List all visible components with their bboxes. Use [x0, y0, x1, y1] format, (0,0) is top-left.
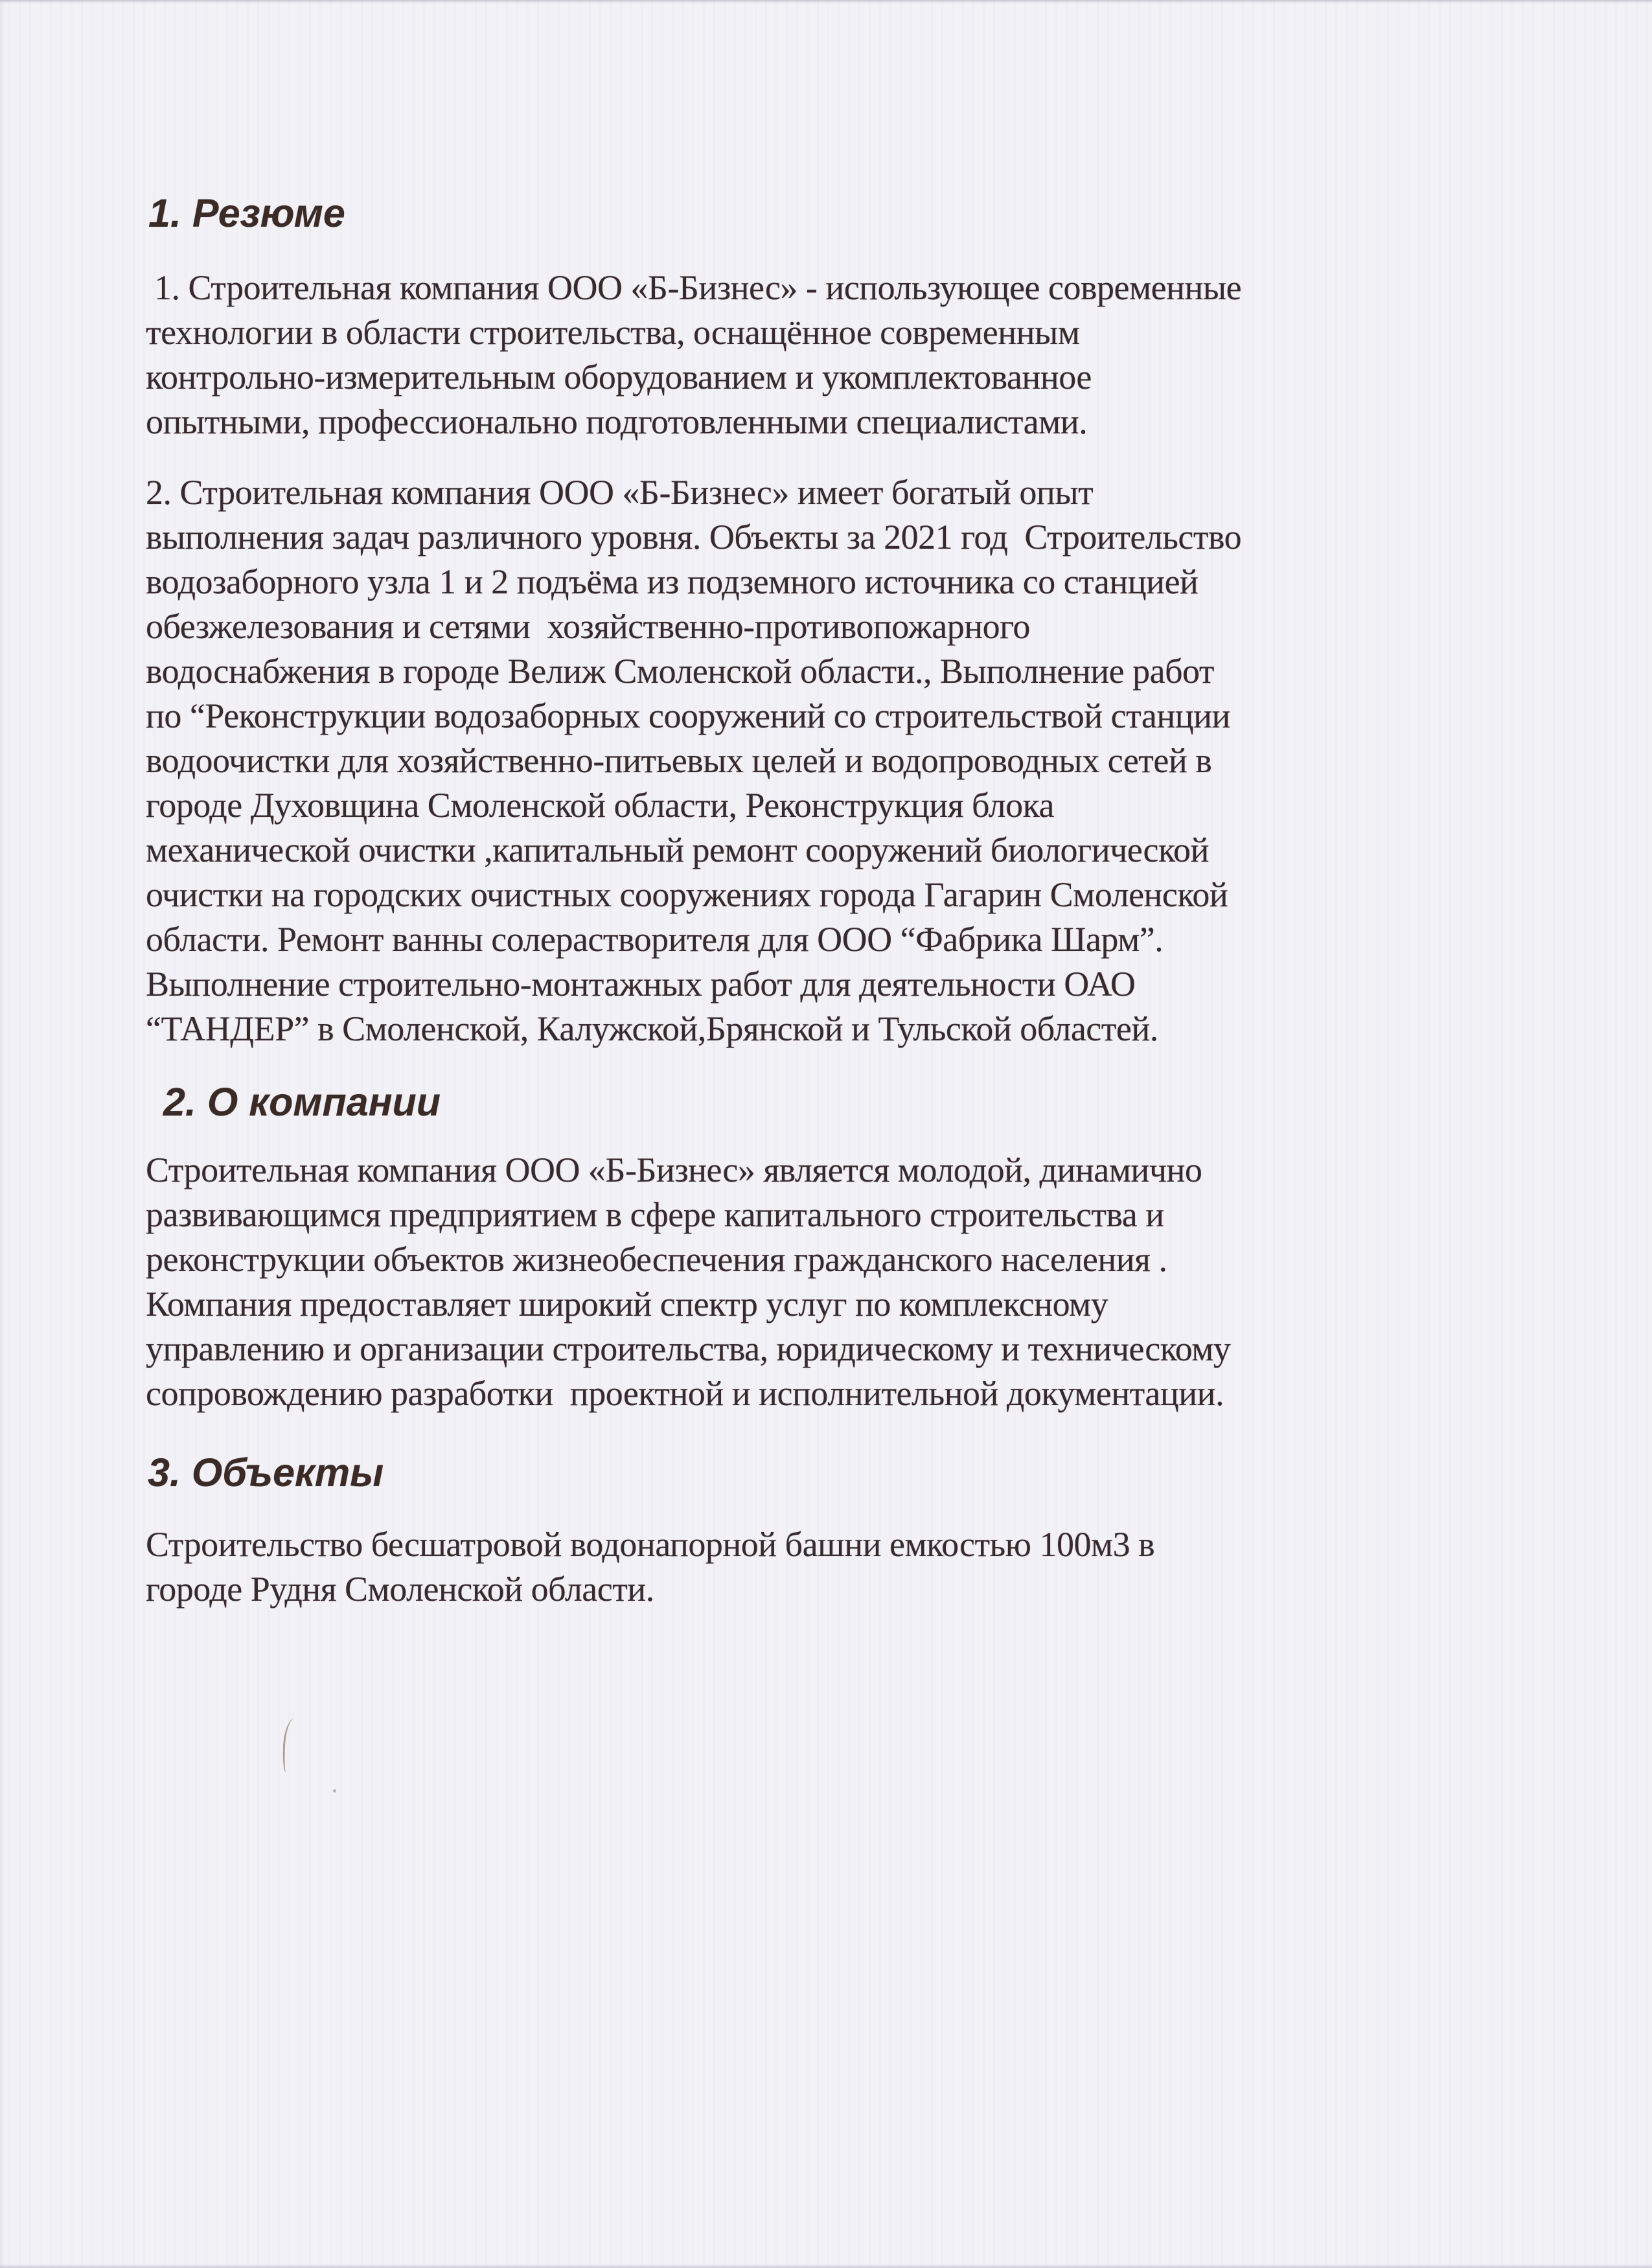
text-line: по “Реконструкции водозаборных сооружений со строительствой станции	[146, 696, 1230, 735]
text-line: опытными, профессионально подготовленными специалистами.	[146, 402, 1088, 441]
text-line: управлению и организации строительства, юридическому и техническому	[146, 1329, 1231, 1368]
text-line: Строительство бесшатровой водонапорной башни емкостью 100м3 в	[146, 1525, 1155, 1564]
text-line: Строительная компания ООО «Б-Бизнес» является молодой, динамично	[146, 1151, 1202, 1189]
text-line: механической очистки ,капитальный ремонт сооружений биологической	[146, 830, 1209, 869]
section-heading-about-company: 2. О компании	[163, 1080, 441, 1124]
text-line: развивающимся предприятием в сфере капитального строительства и	[146, 1195, 1164, 1234]
text-line: сопровождению разработки проектной и исполнительной документации.	[146, 1374, 1224, 1413]
paragraph-about-company	[146, 1148, 1230, 1416]
text-line: выполнения задач различного уровня. Объекты за 2021 год Строительство	[146, 518, 1242, 556]
text-line: 1. Строительная компания ООО «Б-Бизнес» - использующее современные	[146, 268, 1242, 307]
text-line: городе Рудня Смоленской области.	[146, 1570, 654, 1609]
text-line: контрольно-измерительным оборудованием и укомплектованное	[146, 358, 1092, 396]
text-line: реконструкции объектов жизнеобеспечения гражданского населения .	[146, 1240, 1167, 1279]
text-line: области. Ремонт ванны солерастворителя для ООО “Фабрика Шарм”.	[146, 920, 1164, 959]
section-heading-objects: 3. Объекты	[148, 1450, 384, 1495]
paragraph-summary	[146, 266, 1241, 444]
paragraph-objects	[146, 1522, 1154, 1612]
text-line: водоснабжения в городе Велиж Смоленской области., Выполнение работ	[146, 652, 1214, 691]
text-line: 2. Строительная компания ООО «Б-Бизнес» имеет богатый опыт	[146, 473, 1094, 512]
text-line: “ТАНДЕР” в Смоленской, Калужской,Брянской и Тульской областей.	[146, 1009, 1158, 1048]
text-line: Выполнение строительно-монтажных работ для деятельности ОАО	[146, 965, 1136, 1003]
text-line: городе Духовщина Смоленской области, Реконструкция блока	[146, 786, 1054, 825]
paragraph-experience	[146, 470, 1241, 1051]
text-line: водозаборного узла 1 и 2 подъёма из подземного источника со станцией	[146, 562, 1199, 601]
text-line: очистки на городских очистных сооружениях города Гагарин Смоленской	[146, 875, 1228, 914]
section-heading-resume: 1. Резюме	[148, 191, 345, 235]
text-line: обезжелезования и сетями хозяйственно-противопожарного	[146, 607, 1030, 646]
text-line: технологии в области строительства, оснащённое современным	[146, 313, 1080, 352]
scan-hair-artifact	[282, 1718, 297, 1773]
text-line: Компания предоставляет широкий спектр услуг по комплексному	[146, 1285, 1108, 1323]
text-line: водоочистки для хозяйственно-питьевых целей и водопроводных сетей в	[146, 741, 1212, 780]
scan-speck-artifact	[333, 1789, 336, 1793]
